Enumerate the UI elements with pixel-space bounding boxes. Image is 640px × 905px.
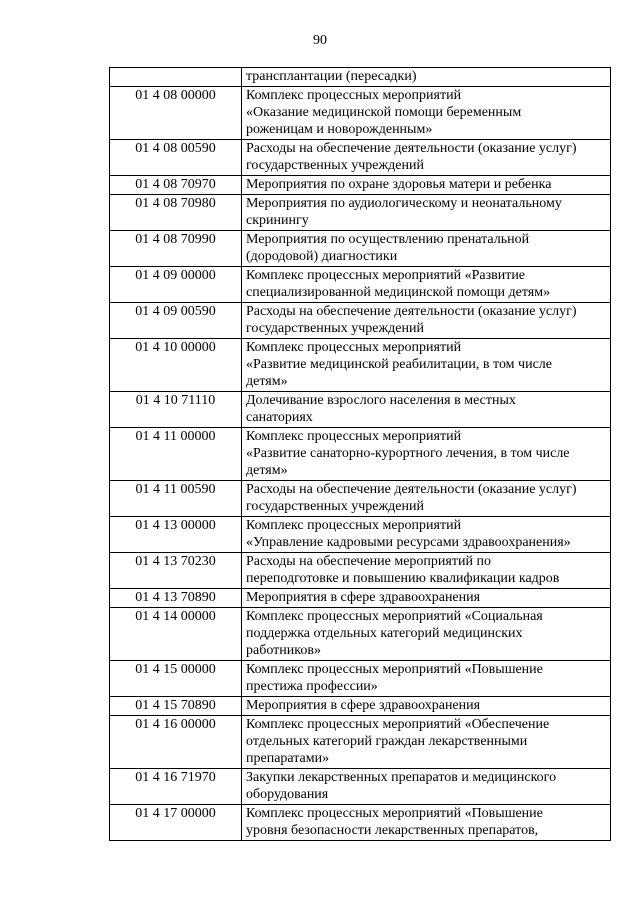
name-cell [242, 68, 611, 87]
table-row [110, 608, 611, 661]
table-row [110, 267, 611, 303]
name-cell [242, 517, 611, 553]
code-cell: 01 4 09 00590 [110, 303, 242, 339]
name-line: роженицам и новорожденным» [246, 122, 433, 137]
code-cell: 01 4 13 70230 [110, 553, 242, 589]
table-row [110, 428, 611, 481]
code-cell: 01 4 10 71110 [110, 392, 242, 428]
code-cell: 01 4 14 00000 [110, 608, 242, 661]
name-cell [242, 267, 611, 303]
name-line: детям» [246, 463, 288, 478]
code-cell: 01 4 10 00000 [110, 339, 242, 392]
budget-classification-table [109, 67, 611, 841]
name-cell [242, 195, 611, 231]
table-row [110, 553, 611, 589]
name-line: санаториях [246, 410, 313, 425]
name-line: Расходы на обеспечение деятельности (оказание услуг) [246, 304, 577, 319]
name-line: Мероприятия по охране здоровья матери и ребенка [246, 177, 552, 192]
table-row [110, 769, 611, 805]
table-row [110, 481, 611, 517]
name-line: Комплекс процессных мероприятий [246, 518, 462, 533]
code-cell: 01 4 09 00000 [110, 267, 242, 303]
name-line: Мероприятия по аудиологическому и неонатальному [246, 196, 562, 211]
code-cell: 01 4 11 00590 [110, 481, 242, 517]
name-line: специализированной медицинской помощи детям» [246, 285, 551, 300]
name-cell [242, 339, 611, 392]
name-line: трансплантации (пересадки) [246, 69, 417, 84]
name-line: государственных учреждений [246, 499, 424, 514]
table-row [110, 392, 611, 428]
code-cell: 01 4 16 00000 [110, 716, 242, 769]
page-number: 90 [313, 33, 327, 48]
name-cell [242, 392, 611, 428]
name-line: Комплекс процессных мероприятий «Повышение [246, 662, 543, 677]
name-cell [242, 697, 611, 716]
code-cell: 01 4 08 70990 [110, 231, 242, 267]
code-cell: 01 4 16 71970 [110, 769, 242, 805]
code-cell: 01 4 15 00000 [110, 661, 242, 697]
name-cell [242, 553, 611, 589]
name-cell [242, 589, 611, 608]
name-cell [242, 176, 611, 195]
name-line: уровня безопасности лекарственных препаратов, [246, 823, 539, 838]
table-row [110, 589, 611, 608]
name-line: (дородовой) диагностики [246, 249, 398, 264]
name-line: Расходы на обеспечение деятельности (оказание услуг) [246, 141, 577, 156]
name-cell [242, 428, 611, 481]
name-line: Мероприятия по осуществлению пренатальной [246, 232, 530, 247]
table-row [110, 231, 611, 267]
table-row [110, 87, 611, 140]
name-line: Комплекс процессных мероприятий «Повышение [246, 806, 543, 821]
name-line: препаратами» [246, 751, 330, 766]
name-cell [242, 769, 611, 805]
name-line: Комплекс процессных мероприятий «Обеспечение [246, 717, 550, 732]
name-line: Мероприятия в сфере здравоохранения [246, 590, 481, 605]
table-row [110, 195, 611, 231]
name-line: переподготовке и повышению квалификации кадров [246, 571, 560, 586]
name-cell [242, 231, 611, 267]
name-line: Комплекс процессных мероприятий [246, 429, 462, 444]
code-cell: 01 4 08 70970 [110, 176, 242, 195]
name-line: Закупки лекарственных препаратов и медицинского [246, 770, 557, 785]
name-line: Комплекс процессных мероприятий [246, 88, 462, 103]
name-line: детям» [246, 374, 288, 389]
name-line: Комплекс процессных мероприятий «Развитие [246, 268, 526, 283]
name-line: престижа профессии» [246, 679, 378, 694]
table-row [110, 661, 611, 697]
code-cell: 01 4 11 00000 [110, 428, 242, 481]
table-row [110, 140, 611, 176]
name-line: работников» [246, 643, 321, 658]
name-line: Комплекс процессных мероприятий [246, 340, 462, 355]
name-cell [242, 140, 611, 176]
name-line: «Развитие санаторно-курортного лечения, в том числе [246, 446, 570, 461]
code-cell: 01 4 08 70980 [110, 195, 242, 231]
name-line: «Оказание медицинской помощи беременным [246, 105, 522, 120]
code-cell: 01 4 08 00000 [110, 87, 242, 140]
name-line: Комплекс процессных мероприятий «Социальная [246, 609, 543, 624]
name-line: Расходы на обеспечение деятельности (оказание услуг) [246, 482, 577, 497]
name-line: отдельных категорий граждан лекарственными [246, 734, 528, 749]
name-line: государственных учреждений [246, 321, 424, 336]
code-cell: 01 4 17 00000 [110, 805, 242, 841]
code-cell: 01 4 08 00590 [110, 140, 242, 176]
name-line: «Развитие медицинской реабилитации, в том числе [246, 357, 552, 372]
code-cell: 01 4 13 00000 [110, 517, 242, 553]
name-cell [242, 805, 611, 841]
name-line: Мероприятия в сфере здравоохранения [246, 698, 481, 713]
table-row [110, 805, 611, 841]
name-line: оборудования [246, 787, 329, 802]
name-cell [242, 87, 611, 140]
table-row [110, 303, 611, 339]
table-row [110, 339, 611, 392]
table-row [110, 716, 611, 769]
name-line: поддержка отдельных категорий медицинских [246, 626, 523, 641]
name-cell [242, 481, 611, 517]
table-row [110, 517, 611, 553]
code-cell [110, 68, 242, 87]
name-cell [242, 303, 611, 339]
name-line: «Управление кадровыми ресурсами здравоохранения» [246, 535, 571, 550]
table-row [110, 176, 611, 195]
code-cell: 01 4 13 70890 [110, 589, 242, 608]
name-line: государственных учреждений [246, 158, 424, 173]
name-cell [242, 716, 611, 769]
table-body [110, 68, 611, 841]
table-row [110, 68, 611, 87]
table-row [110, 697, 611, 716]
name-cell [242, 661, 611, 697]
name-line: Долечивание взрослого населения в местных [246, 393, 516, 408]
name-line: Расходы на обеспечение мероприятий по [246, 554, 491, 569]
name-line: скринингу [246, 213, 309, 228]
name-cell [242, 608, 611, 661]
code-cell: 01 4 15 70890 [110, 697, 242, 716]
